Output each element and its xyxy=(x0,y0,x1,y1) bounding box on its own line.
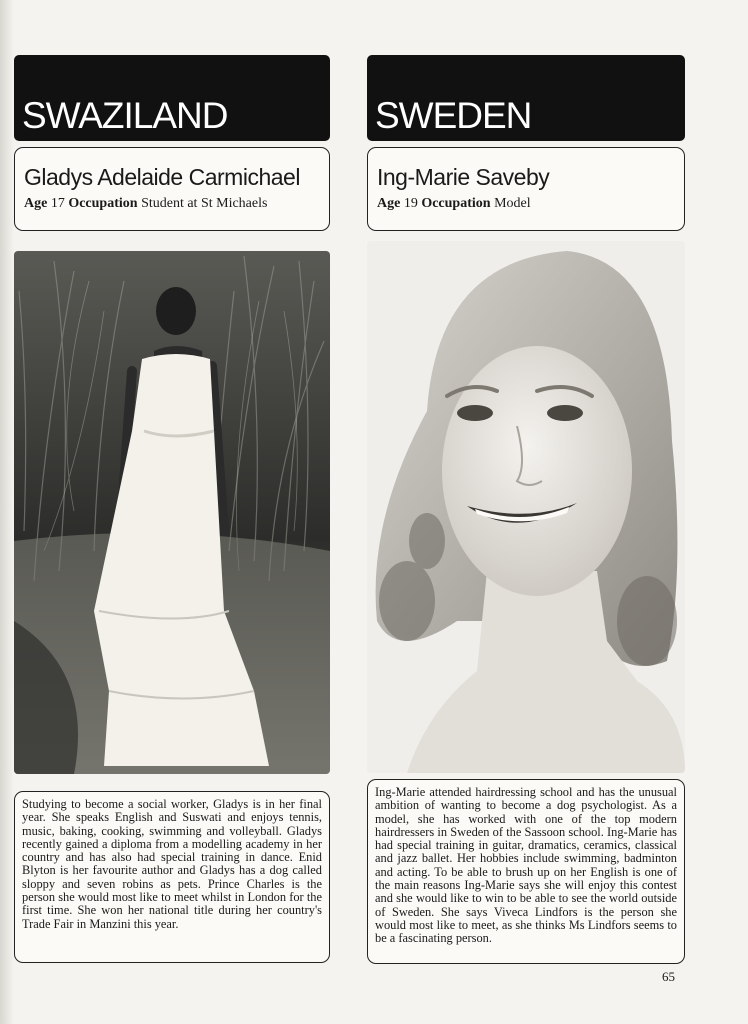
occupation-value: Student at St Michaels xyxy=(141,196,268,211)
contestant-name-box xyxy=(14,147,330,231)
page-number: 65 xyxy=(662,969,675,984)
contestant-bio: Ing-Marie attended hairdressing school and has the unusual ambition of wanting to become a dog psychologist. As a model, she has worked with one of the top modern hairdressers in Sweden of the Sassoon school. Ing-Marie has had special training in guitar, dramatics, ceramics, classical and jazz ballet. Her hobbies include swimming, badminton and acting. To be able to brush up on her English is one of the main reasons Ing-Marie says she will enjoy this contest and she would like to win to be able to see the world outside of Sweden. She says Viveca Lindfors is the person she would most like to meet, as she thinks Ms Lindfors seems to be a fascinating person. xyxy=(367,779,685,964)
age-value: 17 xyxy=(50,196,65,211)
contestant-photo xyxy=(367,241,685,773)
age-label: Age xyxy=(377,196,401,211)
age-value: 19 xyxy=(403,196,418,211)
page-gutter-shadow xyxy=(0,0,14,1024)
occupation-label: Occupation xyxy=(421,196,491,211)
contestant-photo xyxy=(14,251,330,774)
contestant-name-box xyxy=(367,147,685,231)
contestant-name: Gladys Adelaide Carmichael xyxy=(24,164,300,190)
contestant-meta xyxy=(377,196,531,212)
occupation-label: Occupation xyxy=(68,196,138,211)
contestant-meta xyxy=(24,196,267,212)
country-banner xyxy=(14,55,330,141)
country-banner xyxy=(367,55,685,141)
country-name: SWEDEN xyxy=(375,95,532,136)
country-name: SWAZILAND xyxy=(22,95,228,136)
age-label: Age xyxy=(24,196,48,211)
occupation-value: Model xyxy=(494,196,531,211)
contestant-bio: Studying to become a social worker, Gladys is in her final year. She speaks English and Suswati and enjoys tennis, music, baking, cooking, swimming and volleyball. Gladys recently gained a diploma from a modelling academy in her country and has also had special training in dance. Enid Blyton is her favourite author and Gladys has a dog called sloppy and seven robins as pets. Prince Charles is the person she would most like to meet whilst in London for the first time. She won her national title during her country's Trade Fair in Manzini this year. xyxy=(14,791,330,963)
contestant-name: Ing-Marie Saveby xyxy=(377,164,550,190)
